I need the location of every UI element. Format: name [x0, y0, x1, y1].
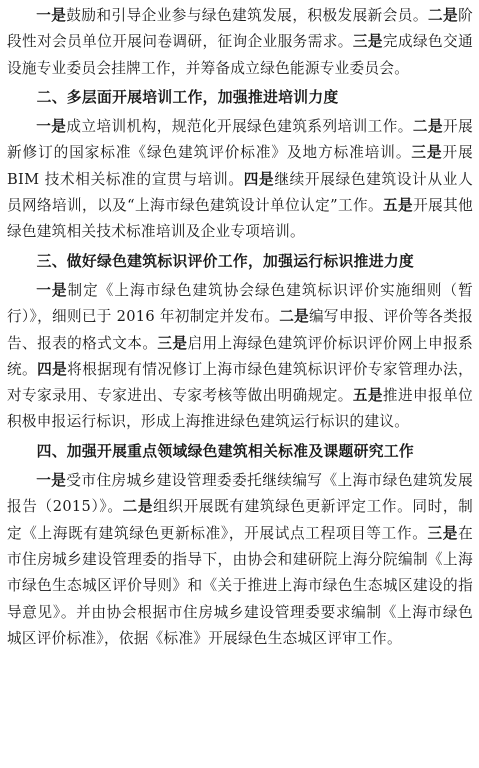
lead-fifth: 五是 — [383, 197, 414, 215]
paragraph-text: 受市住房城乡建设管理委委托继续编写《上海市绿色建筑发展报告（2015）》。 — [7, 472, 473, 516]
paragraph-text: 开展新修订的国家标准《绿色建筑评价标准》及地方标准培训。 — [7, 118, 473, 162]
lead-first: 一是 — [36, 118, 67, 136]
paragraph-text: 制定《上海市绿色建筑协会绿色建筑标识评价实施细则（暂行）》，细则已于 2016 年初制定并发布。 — [7, 281, 473, 326]
paragraph-text: 开展其他绿色建筑相关技术标准培训及企业专项培训。 — [7, 197, 473, 241]
paragraph-labeling — [7, 278, 473, 436]
paragraph-text: 成立培训机构，规范化开展绿色建筑系列培训工作。 — [66, 118, 413, 136]
lead-second: 二是 — [122, 498, 154, 516]
lead-first: 一是 — [36, 472, 67, 490]
lead-fifth: 五是 — [352, 387, 383, 405]
paragraph-text: 开展 BIM 技术相关标准的宣贯与培训。 — [7, 144, 473, 188]
lead-third: 三是 — [411, 144, 443, 162]
lead-second: 二是 — [279, 308, 310, 326]
lead-third: 三是 — [157, 334, 188, 352]
paragraph-training — [7, 114, 473, 245]
section-heading-labeling: 三、做好绿色建筑标识评价工作，加强运行标识推进力度 — [36, 252, 415, 270]
lead-third: 三是 — [427, 524, 459, 542]
paragraph-text: 在市住房城乡建设管理委的指导下，由协会和建研院上海分院编制《上海市绿色生态城区评价导则》和《关于推进上海市绿色生态城区建设的指导意见》。并由协会根据市住房城乡建设管理委要求编制《上海市绿色城区评价标准》，依据《标准》开展绿色生态城区评审工作。 — [7, 524, 473, 647]
paragraph-text: 编写申报、评价等各类报告、报表的格式文本。 — [7, 308, 473, 352]
section-heading-training: 二、多层面开展培训工作，加强推进培训力度 — [36, 88, 339, 106]
paragraph-text: 完成绿色交通设施专业委员会挂牌工作，并筹备成立绿色能源专业委员会。 — [7, 33, 473, 77]
lead-second: 二是 — [427, 7, 459, 24]
lead-second: 二是 — [412, 118, 444, 136]
section-heading-research: 四、加强开展重点领域绿色建筑相关标准及课题研究工作 — [36, 442, 415, 460]
paragraph-text: 启用上海绿色建筑评价标识评价网上申报系统。 — [7, 334, 473, 378]
lead-third: 三是 — [352, 33, 383, 51]
lead-fourth: 四是 — [37, 360, 68, 378]
paragraph-text: 将根据现有情况修订上海市绿色建筑标识评价专家管理办法，对专家录用、专家进出、专家考核等做出明确规定。 — [7, 360, 473, 405]
paragraph-membership — [7, 3, 473, 82]
paragraph-text: 鼓励和引导企业参与绿色建筑发展，积极发展新会员。 — [66, 7, 428, 24]
lead-first: 一是 — [36, 281, 68, 299]
paragraph-text: 组织开展既有建筑绿色更新评定工作。同时，制定《上海既有建筑绿色更新标准》，开展试点工程项目等工作。 — [7, 498, 473, 542]
lead-fourth: 四是 — [243, 170, 275, 188]
paragraph-text: 阶段性对会员单位开展问卷调研，征询企业服务需求。 — [7, 7, 473, 51]
paragraph-text: 推进申报单位积极申报运行标识，形成上海推进绿色建筑运行标识的建议。 — [7, 387, 473, 431]
paragraph-text: 继续开展绿色建筑设计从业人员网络培训，以及“上海市绿色建筑设计单位认定”工作。 — [7, 170, 473, 215]
lead-first: 一是 — [36, 7, 67, 24]
paragraph-research — [7, 468, 473, 652]
